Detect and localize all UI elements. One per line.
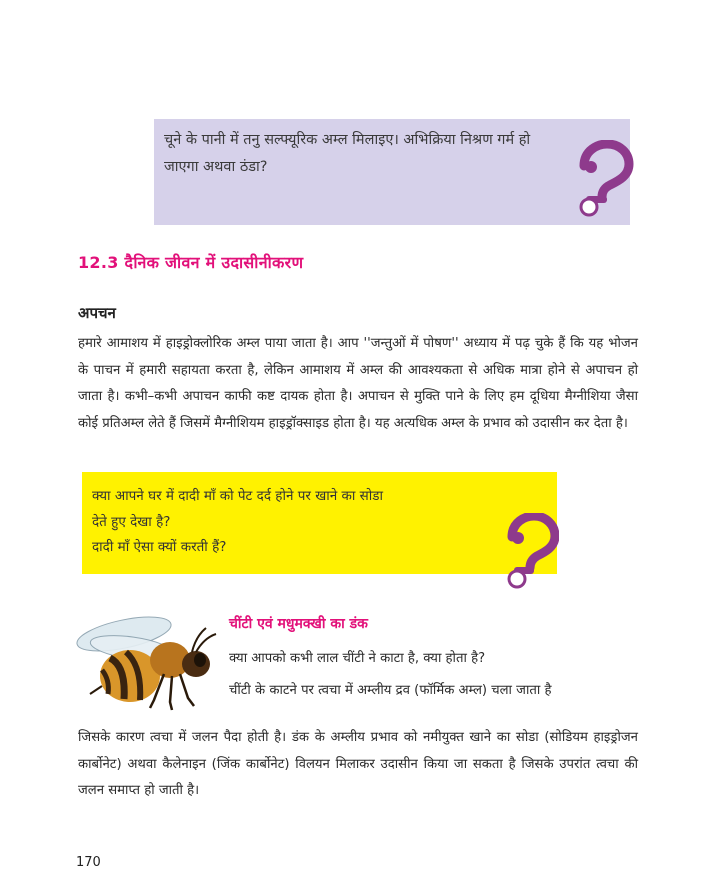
sting-line: क्या आपको कभी लाल चींटी ने काटा है, क्या होता है?	[229, 651, 486, 666]
question-box	[82, 472, 557, 574]
activity-text: चूने के पानी में तनु सल्फ्यूरिक अम्ल मिलाइए। अभिक्रिया निश्रण गर्म हो जाएगा अथवा ठंडा?	[164, 132, 531, 175]
sting-heading: चींटी एवं मधुमक्खी का डंक	[229, 616, 368, 632]
sting-paragraph: जिसके कारण त्वचा में जलन पैदा होती है। डंक के अम्लीय प्रभाव को नमीयुक्त खाने का सोडा (सोडियम हाइड्रोजन कार्बोनेट) अथवा कैलेनाइन (जिंक कार्बोनेट) विलयन मिलाकर उदासीन किया जा सकता है जिसके उपरांत त्वचा की जलन समाप्त हो जाती है।	[78, 730, 638, 798]
bee-illustration	[66, 604, 222, 714]
subheading: अपचन	[78, 304, 116, 322]
activity-box	[154, 119, 630, 225]
question-line: दादी माँ ऐसा क्यों करती हैं?	[92, 539, 227, 555]
page-number: 170	[76, 855, 101, 870]
question-mark-icon	[503, 513, 559, 593]
question-line: क्या आपने घर में दादी माँ को पेट दर्द होने पर खाने का सोडा	[92, 488, 384, 504]
question-line: देते हुए देखा है?	[92, 514, 171, 530]
question-mark-icon	[574, 140, 634, 220]
section-heading: 12.3 दैनिक जीवन में उदासीनीकरण	[78, 253, 304, 272]
body-paragraph: हमारे आमाशय में हाइड्रोक्लोरिक अम्ल पाया जाता है। आप ''जन्तुओं में पोषण'' अध्याय में पढ़ चुके हैं कि यह भोजन के पाचन में हमारी सहायता करता है, लेकिन आमाशय में अम्ल की आवश्यकता से अधिक मात्रा होने से अपाचन हो जाता है। कभी–कभी अपाचन काफी कष्ट दायक होता है। अपाचन से मुक्ति पाने के लिए हम दूधिया मैग्नीशिया जैसा कोई प्रतिअम्ल लेते हैं जिसमें मैग्नीशियम हाइड्रॉक्साइड होता है। यह अत्यधिक अम्ल के प्रभाव को उदासीन कर देता है।	[78, 336, 638, 431]
sting-line: चींटी के काटने पर त्वचा में अम्लीय द्रव (फॉर्मिक अम्ल) चला जाता है	[229, 683, 552, 698]
